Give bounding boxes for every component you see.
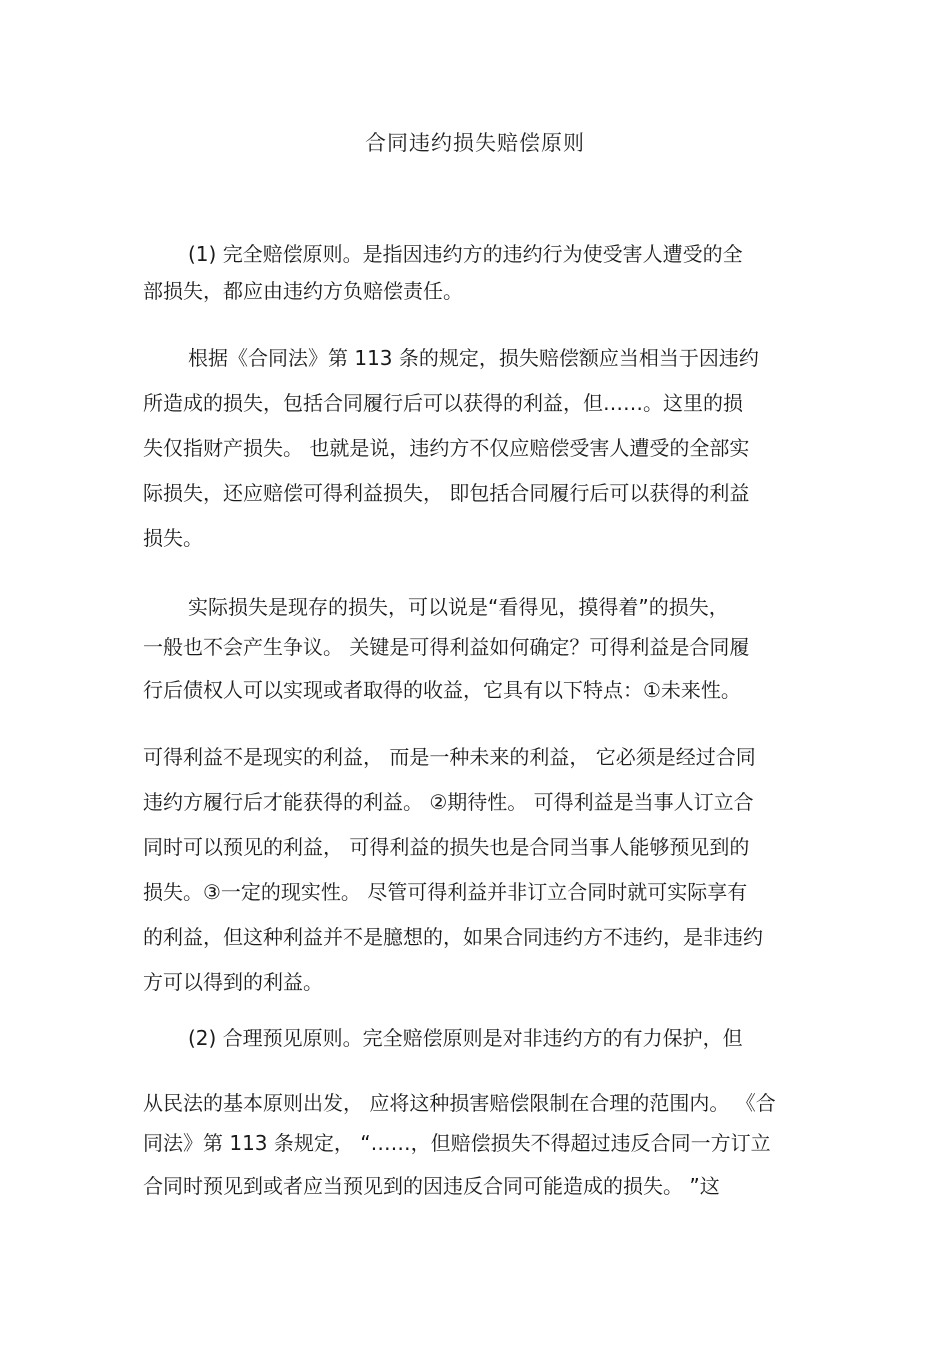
paragraph-1-line-1: (1) 完全赔偿原则。是指因违约方的违约行为使受害人遭受的全 bbox=[188, 242, 743, 266]
paragraph-1-line-2: 部损失，都应由违约方负赔偿责任。 bbox=[143, 279, 463, 303]
paragraph-2-line-4: 际损失，还应赔偿可得利益损失， 即包括合同履行后可以获得的利益 bbox=[143, 481, 750, 505]
paragraph-3-line-1: 实际损失是现存的损失，可以说是“看得见，摸得着”的损失， bbox=[188, 595, 729, 619]
paragraph-4-line-3: 同时可以预见的利益， 可得利益的损失也是合同当事人能够预见到的 bbox=[143, 835, 750, 859]
paragraph-2-line-5: 损失。 bbox=[143, 526, 203, 550]
document-title: 合同违约损失赔偿原则 bbox=[365, 131, 585, 155]
paragraph-3-line-3: 行后债权人可以实现或者取得的收益，它具有以下特点：①未来性。 bbox=[143, 678, 741, 702]
paragraph-5-line-1: (2) 合理预见原则。完全赔偿原则是对非违约方的有力保护，但 bbox=[188, 1026, 743, 1050]
paragraph-2-line-2: 所造成的损失，包括合同履行后可以获得的利益，但……。这里的损 bbox=[143, 391, 743, 415]
paragraph-4-line-4: 损失。③一定的现实性。 尽管可得利益并非订立合同时就可实际享有 bbox=[143, 880, 748, 904]
paragraph-4-line-6: 方可以得到的利益。 bbox=[143, 970, 323, 994]
paragraph-6-line-3: 合同时预见到或者应当预见到的因违反合同可能造成的损失。 ”这 bbox=[143, 1174, 720, 1198]
paragraph-4-line-1: 可得利益不是现实的利益， 而是一种未来的利益， 它必须是经过合同 bbox=[143, 745, 756, 769]
paragraph-4-line-5: 的利益，但这种利益并不是臆想的，如果合同违约方不违约，是非违约 bbox=[143, 925, 763, 949]
paragraph-2-line-1: 根据《合同法》第 113 条的规定，损失赔偿额应当相当于因违约 bbox=[188, 346, 759, 370]
paragraph-6-line-1: 从民法的基本原则出发， 应将这种损害赔偿限制在合理的范围内。 《合 bbox=[143, 1091, 776, 1115]
paragraph-6-line-2: 同法》第 113 条规定， “……，但赔偿损失不得超过违反合同一方订立 bbox=[143, 1131, 771, 1155]
paragraph-4-line-2: 违约方履行后才能获得的利益。 ②期待性。 可得利益是当事人订立合 bbox=[143, 790, 754, 814]
paragraph-2-line-3: 失仅指财产损失。 也就是说，违约方不仅应赔偿受害人遭受的全部实 bbox=[143, 436, 750, 460]
paragraph-3-line-2: 一般也不会产生争议。 关键是可得利益如何确定？可得利益是合同履 bbox=[143, 635, 750, 659]
